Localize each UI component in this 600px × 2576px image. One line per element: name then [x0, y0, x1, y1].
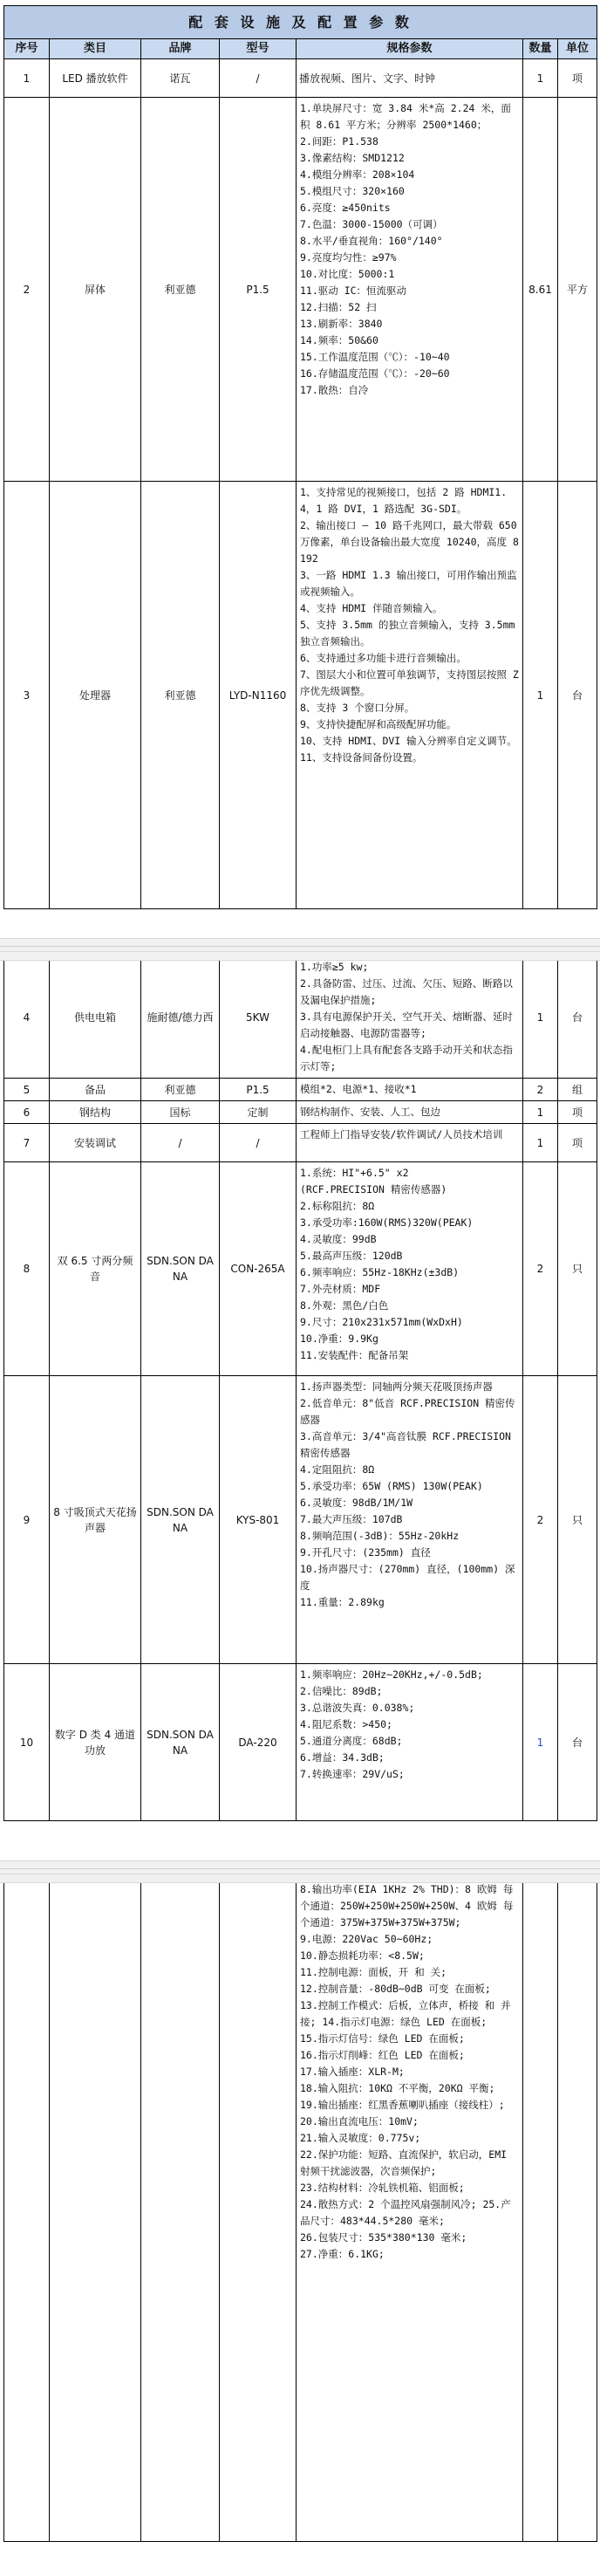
- cell-model: P1.5: [220, 1079, 297, 1101]
- cell-qty: 1: [523, 1664, 558, 1821]
- cell-spec: 1.频率响应：20Hz~20KHz,+/-0.5dB; 2.信噪比：89dB; 3.总谐波失真：0.038%; 4.阻尼系数：>450; 5.通道分离度：68dB; 6.增益：34.3dB; 7.转换速率：29V/uS;: [297, 1664, 523, 1821]
- cell-model: P1.5: [220, 98, 297, 482]
- cell-brand: /: [141, 1124, 220, 1162]
- equipment-table-part-2: [3, 956, 597, 1821]
- cell-category: [50, 1879, 141, 2542]
- cell-no: 3: [4, 482, 50, 909]
- header-no: 序号: [4, 39, 50, 59]
- cell-no: 9: [4, 1376, 50, 1664]
- cell-spec: 1.系统：HI"+6.5" x2 (RCF.PRECISION 精密传感器) 2.标称阻抗：8Ω 3.承受功率:160W(RMS)320W(PEAK) 4.灵敏度：99dB 5.最高声压级：120dB 6.频率响应：55Hz-18KHz(±3dB) 7.外壳材质：MDF 8.外观：黑色/白色 9.尺寸：210x231x571mm(WxDxH) 10.净重：9.9Kg 11.安装配件：配备吊架: [297, 1162, 523, 1376]
- cell-brand: 国标: [141, 1101, 220, 1124]
- cell-model: CON-265A: [220, 1162, 297, 1376]
- cell-spec: 1、支持常见的视频接口，包括 2 路 HDMI1.4，1 路 DVI，1 路选配 3G-SDI。 2、输出接口 – 10 路千兆网口，最大带载 650 万像素，单台设备输出最大宽度 10240，高度 8192 3、一路 HDMI 1.3 输出接口，可用作输出预监或视频输入。 4、支持 HDMI 伴随音频输入。 5、支持 3.5mm 的独立音频输入，支持 3.5mm 独立音频输出。 6、支持通过多功能卡进行音频输出。 7、图层大小和位置可单独调节，支持图层按照 Z 序优先级调整。 8、支持 3 个窗口分屏。 9、支持快捷配屏和高级配屏功能。 10、支持 HDMI、DVI 输入分辨率自定义调节。 11、支持设备间备份设置。: [297, 482, 523, 909]
- cell-model: /: [220, 1124, 297, 1162]
- cell-unit: 项: [558, 1124, 597, 1162]
- cell-qty: 8.61: [523, 98, 558, 482]
- cell-brand: 利亚德: [141, 482, 220, 909]
- header-qty: 数量: [523, 39, 558, 59]
- cell-category: 屏体: [50, 98, 141, 482]
- cell-brand: SDN.SON DANA: [141, 1162, 220, 1376]
- page-section-1: [0, 0, 600, 938]
- table-row: [4, 98, 597, 482]
- cell-category: 处理器: [50, 482, 141, 909]
- cell-unit: 项: [558, 1101, 597, 1124]
- equipment-table-part-1: [3, 5, 597, 909]
- cell-qty: 1: [523, 59, 558, 98]
- cell-category: 8 寸吸顶式天花扬声器: [50, 1376, 141, 1664]
- cell-unit: 只: [558, 1162, 597, 1376]
- table-row: [4, 59, 597, 98]
- table-row: [4, 1162, 597, 1376]
- header-spec: 规格参数: [297, 39, 523, 59]
- cell-unit: 只: [558, 1376, 597, 1664]
- cell-spec: 模组*2、电源*1、接收*1: [297, 1079, 523, 1101]
- cell-no: 2: [4, 98, 50, 482]
- cell-spec: 1.功率≥5 kw; 2.具备防雷、过压、过流、欠压、短路、断路以及漏电保护措施; 3.具有电源保护开关、空气开关、熔断器、延时启动接触器、电源防雷器等; 4.配电柜门上具有配套各支路手动开关和状态指示灯等;: [297, 956, 523, 1079]
- cell-unit: 台: [558, 1664, 597, 1821]
- cell-no: [4, 1879, 50, 2542]
- equipment-table-part-3: [3, 1878, 597, 2542]
- table-row: [4, 482, 597, 909]
- cell-no: 6: [4, 1101, 50, 1124]
- cell-spec: 1.扬声器类型：同轴两分频天花吸顶扬声器 2.低音单元：8"低音 RCF.PRECISION 精密传感器 3.高音单元：3/4"高音钛膜 RCF.PRECISION 精密传感器 4.定阻阻抗：8Ω 5.承受功率：65W (RMS) 130W(PEAK) 6.灵敏度：98dB/1M/1W 7.最大声压级：107dB 8.频响范围(-3dB)：55Hz-20kHz 9.开孔尺寸：(235mm) 直径 10.扬声器尺寸：(270mm) 直径，(100mm) 深度 11.重量：2.89kg: [297, 1376, 523, 1664]
- table-row: [4, 1101, 597, 1124]
- cell-brand: 利亚德: [141, 1079, 220, 1101]
- cell-brand: 利亚德: [141, 98, 220, 482]
- table-row: [4, 1376, 597, 1664]
- cell-spec: 播放视频、图片、文字、时钟: [297, 59, 523, 98]
- cell-no: 7: [4, 1124, 50, 1162]
- cell-model: DA-220: [220, 1664, 297, 1821]
- cell-qty: 1: [523, 482, 558, 909]
- page-section-3: [0, 1860, 600, 2574]
- cell-qty: 1: [523, 1124, 558, 1162]
- cell-qty: 2: [523, 1376, 558, 1664]
- cell-unit: [558, 1879, 597, 2542]
- cell-model: /: [220, 59, 297, 98]
- cell-qty: 2: [523, 1079, 558, 1101]
- cell-unit: 平方: [558, 98, 597, 482]
- table-header-row: [4, 39, 597, 59]
- cell-category: LED 播放软件: [50, 59, 141, 98]
- cell-category: 钢结构: [50, 1101, 141, 1124]
- cell-brand: SDN.SON DANA: [141, 1664, 220, 1821]
- cell-spec: 工程师上门指导安装/软件调试/人员技术培训: [297, 1124, 523, 1162]
- cell-no: 5: [4, 1079, 50, 1101]
- header-category: 类目: [50, 39, 141, 59]
- table-title: 配 套 设 施 及 配 置 参 数: [4, 6, 597, 39]
- cell-model: 5KW: [220, 956, 297, 1079]
- table-row: [4, 1879, 597, 2542]
- cell-model: [220, 1879, 297, 2542]
- table-row: [4, 1124, 597, 1162]
- header-model: 型号: [220, 39, 297, 59]
- header-unit: 单位: [558, 39, 597, 59]
- table-row: [4, 1664, 597, 1821]
- cell-no: 10: [4, 1664, 50, 1821]
- cell-brand: SDN.SON DANA: [141, 1376, 220, 1664]
- cell-unit: 台: [558, 482, 597, 909]
- cell-qty: 1: [523, 956, 558, 1079]
- cell-spec: 钢结构制作、安装、人工、包边: [297, 1101, 523, 1124]
- cell-category: 数字 D 类 4 通道功放: [50, 1664, 141, 1821]
- cell-spec: 1.单块屏尺寸：宽 3.84 米*高 2.24 米，面积 8.61 平方米；分辨率 2500*1460； 2.间距：P1.538 3.像素结构：SMD1212 4.模组分辨率：208×104 5.模组尺寸：320×160 6.亮度：≥450nits 7.色温：3000-15000（可调） 8.水平/垂直视角：160°/140° 9.亮度均匀性：≥97% 10.对比度：5000:1 11.驱动 IC：恒流驱动 12.扫描：52 扫 13.刷新率：3840 14.频率：50&60 15.工作温度范围（℃）：-10~40 16.存储温度范围（℃）：-20~60 17.散热：自冷: [297, 98, 523, 482]
- cell-unit: 项: [558, 59, 597, 98]
- page-section-2: [0, 938, 600, 1860]
- cell-unit: 台: [558, 956, 597, 1079]
- cell-no: 4: [4, 956, 50, 1079]
- cell-spec: 8.输出功率(EIA 1KHz 2% THD)：8 欧姆 每个通道：250W+250W+250W+250W、4 欧姆 每个通道：375W+375W+375W+375W; 9.电源：220Vac 50~60Hz; 10.静态损耗功率：<8.5W; 11.控制电源：面板，开 和 关; 12.控制音量：-80dB~0dB 可变 在面板; 13.控制工作模式：后板，立体声，桥接 和 并接; 14.指示灯电源：绿色 LED 在面板; 15.指示灯信号：绿色 LED 在面板; 16.指示灯削峰：红色 LED 在面板; 17.输入插座：XLR-M; 18.输入阻抗：10KΩ 不平衡，20KΩ 平衡; 19.输出插座：红黑香蕉喇叭插座（接线柱）; 20.输出直流电压：10mV; 21.输入灵敏度：0.775v; 22.保护功能：短路、直流保护，软启动，EMI 射频干扰滤波器，次音频保护; 23.结构材料：冷轧铁机箱、铝面板; 24.散热方式：2 个温控风扇强制风冷; 25.产品尺寸：483*44.5*280 毫米; 26.包装尺寸：535*380*130 毫米; 27.净重：6.1KG;: [297, 1879, 523, 2542]
- cell-no: 1: [4, 59, 50, 98]
- cell-qty: [523, 1879, 558, 2542]
- cell-qty: 2: [523, 1162, 558, 1376]
- cell-unit: 组: [558, 1079, 597, 1101]
- cell-brand: 诺瓦: [141, 59, 220, 98]
- cell-category: 双 6.5 寸两分频音: [50, 1162, 141, 1376]
- cell-model: 定制: [220, 1101, 297, 1124]
- cell-qty: 1: [523, 1101, 558, 1124]
- cell-category: 安装调试: [50, 1124, 141, 1162]
- cell-brand: [141, 1879, 220, 2542]
- cell-no: 8: [4, 1162, 50, 1376]
- cell-model: LYD-N1160: [220, 482, 297, 909]
- cell-category: 备品: [50, 1079, 141, 1101]
- table-row: [4, 1079, 597, 1101]
- cell-brand: 施耐德/德力西: [141, 956, 220, 1079]
- cell-category: 供电电箱: [50, 956, 141, 1079]
- cell-model: KYS-801: [220, 1376, 297, 1664]
- header-brand: 品牌: [141, 39, 220, 59]
- table-row: [4, 956, 597, 1079]
